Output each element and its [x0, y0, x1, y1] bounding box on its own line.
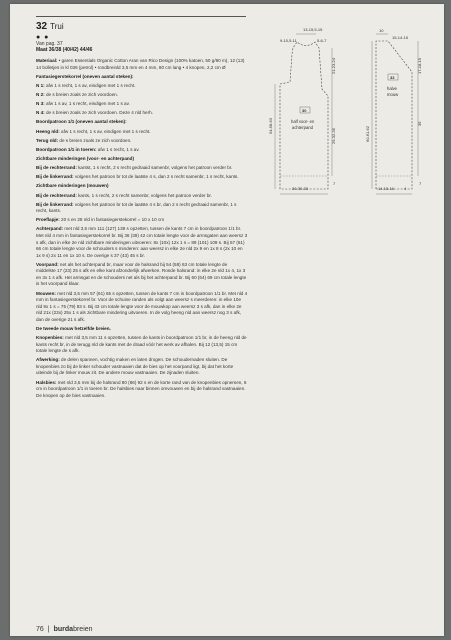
paragraph-text: net als het achterpand br, maar voor de halsrand bij 54 (58) 63 cm totale lengte de middelste 17 (23) 25 s afk en elke kant afzonderlijk afwerken. Ronde halsrand: in elke 2e nld 1x 4, 1x 3 en 3x 1 s afk. Het armsgat en de schouders net als bij het achterpand br. Bij 60 (64) 69 cm totale lengte is het voorpand klaar. [36, 261, 247, 287]
paragraph-label: Boordpatroon 1/1 in toeren: [36, 146, 98, 152]
paragraph-label: Bij de linkerrand: [36, 174, 75, 180]
paragraph-label: Bij de linkerrand: [36, 201, 75, 207]
paragraph-text: de s breien zoals ze zich voordoen. [45, 91, 118, 97]
paragraph-text: met nld 3,5 mm 111 (127) 139 s opzetten, tussen de kants 7 cm in boordpatroon 1/1 br. Met nld 4 mm in fantasiegerstekorrel br. Bij 36 (39) 42 cm totale lengte voor de armsgaten aan weersz 3 s afk, dan in elke 2e nld zichtbare minderingen uitvoeren: 8x (10x) 12x 1 s = 89 (101) 109 s. Bij 57 (61) 66 cm totale lengte voor de schouders s minderen: aan weersz in elke 2e nld 2x 9 en 1x 8 s (2x 10 en 1x 9 s) 2x 11 en 1x 10 s. De overige s 37 (43) 45 s br. [36, 226, 248, 258]
sleeve-total-label: 60-61-62 [365, 125, 370, 142]
paragraph-text: volgens het patroon br tot de laatste 4 s, dan 2 s recht samenbr, 1 s recht, kants. [74, 174, 239, 180]
shoulder-left-label: 9-10,5-11 [280, 38, 297, 43]
paragraph-text: kantst, 1 s recht, 2 s recht gedraaid samenbr, volgens het patroon verder br. [78, 165, 233, 171]
sleeve-rib-label: 7 [419, 181, 422, 186]
paragraph-label: Halsbies: [36, 379, 58, 385]
paragraph-label: Zichtbare minderingen (mouwen) [36, 183, 109, 189]
paragraph-label: N 3: [36, 101, 46, 107]
paragraph-label: Bij de rechterrand: [36, 192, 79, 198]
paragraph-label: Boordpatroon 1/1 (oneven aantal steken): [36, 119, 127, 125]
paragraph-text: afw 1 s recht, 1 s av, eindigen met 1 s recht. [45, 82, 136, 88]
paragraph-text: 20 s en 28 nld in fantasiegerstekorrel = 10 x 10 cm [61, 217, 165, 223]
paragraph-label: N 2: [36, 91, 46, 97]
side-height-label: 29-32-35 [331, 127, 336, 144]
sleeve-bottom-half: 4 [404, 186, 407, 191]
sleeve-label-2: mouw [387, 92, 399, 97]
paragraph-text: de s breien zoals ze zich voordoen. [59, 137, 132, 143]
page-number: 76 [36, 626, 44, 633]
brand-bold: burda [53, 626, 74, 633]
back-piece-number: 30 [302, 108, 307, 113]
paragraph-label: Zichtbare minderingen (voor- en achterpand) [36, 155, 135, 161]
paragraph-text: afw 1 s av, 1 s recht, eindigen met 1 s av. [45, 101, 130, 107]
paragraph-text: de s breien zoals ze zich voordoen. Deze 4 nld herh. [45, 110, 153, 116]
difficulty-rating: ● ● [36, 34, 50, 41]
paragraph-label: Bij de rechterrand: [36, 165, 79, 171]
paragraph-label: Terug nld: [36, 137, 60, 143]
sleeve-label-1: halve [387, 86, 398, 91]
paragraph-label: Afwerking: [36, 357, 62, 363]
paragraph-label: Proeflapje: [36, 217, 62, 223]
paragraph-label: N 4: [36, 110, 46, 116]
size-range: Maat 36/38 (40/42) 44/46 [36, 47, 93, 53]
paragraph-text: met nld 3,5 mm bij de halsrand 80 (86) 92 s en de korte rand van de knopenbies opnemen, 6 cm in boordpatroon 1/1 in toeren br. De halsbies naar binnen omvouwen en bij de halsrand vastnaaien. De knopen op de bies vastnaaien. [36, 379, 247, 398]
paragraph-label: Fantasiegerstekorrel (oneven aantal steken): [36, 73, 134, 79]
total-height-label: 54-58-63 [268, 117, 273, 134]
back-piece-outline [280, 42, 328, 189]
rib-height-label: 7 [333, 181, 336, 186]
sleeve-schematic [365, 28, 422, 194]
paragraph-label: Mouwen: [36, 290, 58, 296]
neck-width-label: 13-15,5-15 [303, 27, 323, 32]
paragraph-text: de delen spannen, vochtig maken en laten drogen. De schoudernaden sluiten. De knopenbies zo bij de linker schouder vastnaaien dat de bies op het voorpand ligt, bij dat het korte uiteinde bij de linker mouw zit. De andere mouw vastnaaien. De zijnaden sluiten. [36, 357, 234, 376]
page-footer [36, 626, 93, 633]
sleeve-outline [376, 41, 412, 189]
paragraph-label: Materiaal: [36, 58, 59, 63]
pattern-number: 32 [36, 21, 48, 32]
paragraph-label: Voorpand: [36, 261, 60, 267]
paragraph-text: met nld 3,5 mm 57 (61) 65 s opzetten, tussen de kants 7 cm in boordpatroon 1/1 br. Met nld 4 mm in fantasiegerstekorrel br. Voor de schuine randen als volgt aan weersz s meerderen: in elke 10e nld 9x 1 s = 75 (79) 83 s. Bij 43 cm totale lengte voor de mouwkop aan weersz 3 s afk, dan in elke 2e nld 21x (23x) 25x 1 s als zichtbare mindering uitvoeren. In de volg heeng nld aan weersz nog 3 s afk, dan de overige 21 s afk. [36, 290, 248, 322]
back-piece-label-2: achterpand [292, 125, 313, 130]
footer-divider: | [47, 626, 50, 633]
back-piece-schematic [268, 27, 336, 194]
paragraph-label: Achterpand: [36, 226, 65, 232]
armhole-height-label: 21-23-24 [331, 57, 336, 74]
sleeve-top-right: 15-14-15 [392, 35, 409, 40]
paragraph-text: volgens het patroon br tot de laatste 4 s br, dan 2 s recht gedraaid samenbr, 1 s recht, kants. [36, 201, 237, 214]
shoulder-right-label: 5-6-7 [317, 38, 327, 43]
pattern-title: Trui [50, 22, 64, 31]
paragraph-text: met nld 3,5 mm 11 s opzetten, tussen de kants in boordpatroon 1/1 br, in de heeng nld de kants recht br, in de terugg nld de kants met de draad vóór het werk av afhalen. Bij 12 (13,5) 15 cm totale lengte de s afk. [36, 335, 247, 354]
knitting-schematic [10, 4, 444, 636]
sleeve-bottom-label: 14-15-16 [378, 186, 395, 191]
bottom-width-label: 26-30-33 [292, 186, 309, 191]
sleeve-piece-number: 33 [390, 75, 395, 80]
paragraph-label: Heeng nld: [36, 128, 62, 134]
cap-height-label: 17-18-19 [417, 57, 422, 74]
back-piece-label-1: half voor- en [291, 119, 315, 124]
paragraph-label: Knopenbies: [36, 335, 66, 341]
paragraph-label: De tweede mouw hetzelfde breien. [36, 325, 111, 331]
source-reference: Van pag. 37 [36, 41, 63, 47]
paragraph-text: • garen Essentials Organic Cotton Aran van Rico Design (100% katoen, 50 g/90 m), 12 (13) 14 bolletjes in kl 036 (petrol) • rondbreinld 3,5 mm en 4 mm, 80 cm lang • 4 knopen, 2,2 cm Ø [36, 58, 245, 70]
paragraph-text: kants, 1 s recht, 2 s recht samenbr, volgens het patroon verder br. [78, 192, 212, 198]
sleeve-top-width: 10 [379, 28, 384, 33]
paragraph-text: afw 1 s recht, 1 s av, eindigen met 1 s recht. [61, 128, 151, 134]
paragraph-text: afw 1 s recht, 1 s av. [97, 146, 140, 152]
paragraph-label: N 1: [36, 82, 46, 88]
sleeve-side-label: 36 [417, 121, 422, 126]
magazine-page [10, 4, 444, 636]
brand-rest: breien [73, 626, 93, 633]
